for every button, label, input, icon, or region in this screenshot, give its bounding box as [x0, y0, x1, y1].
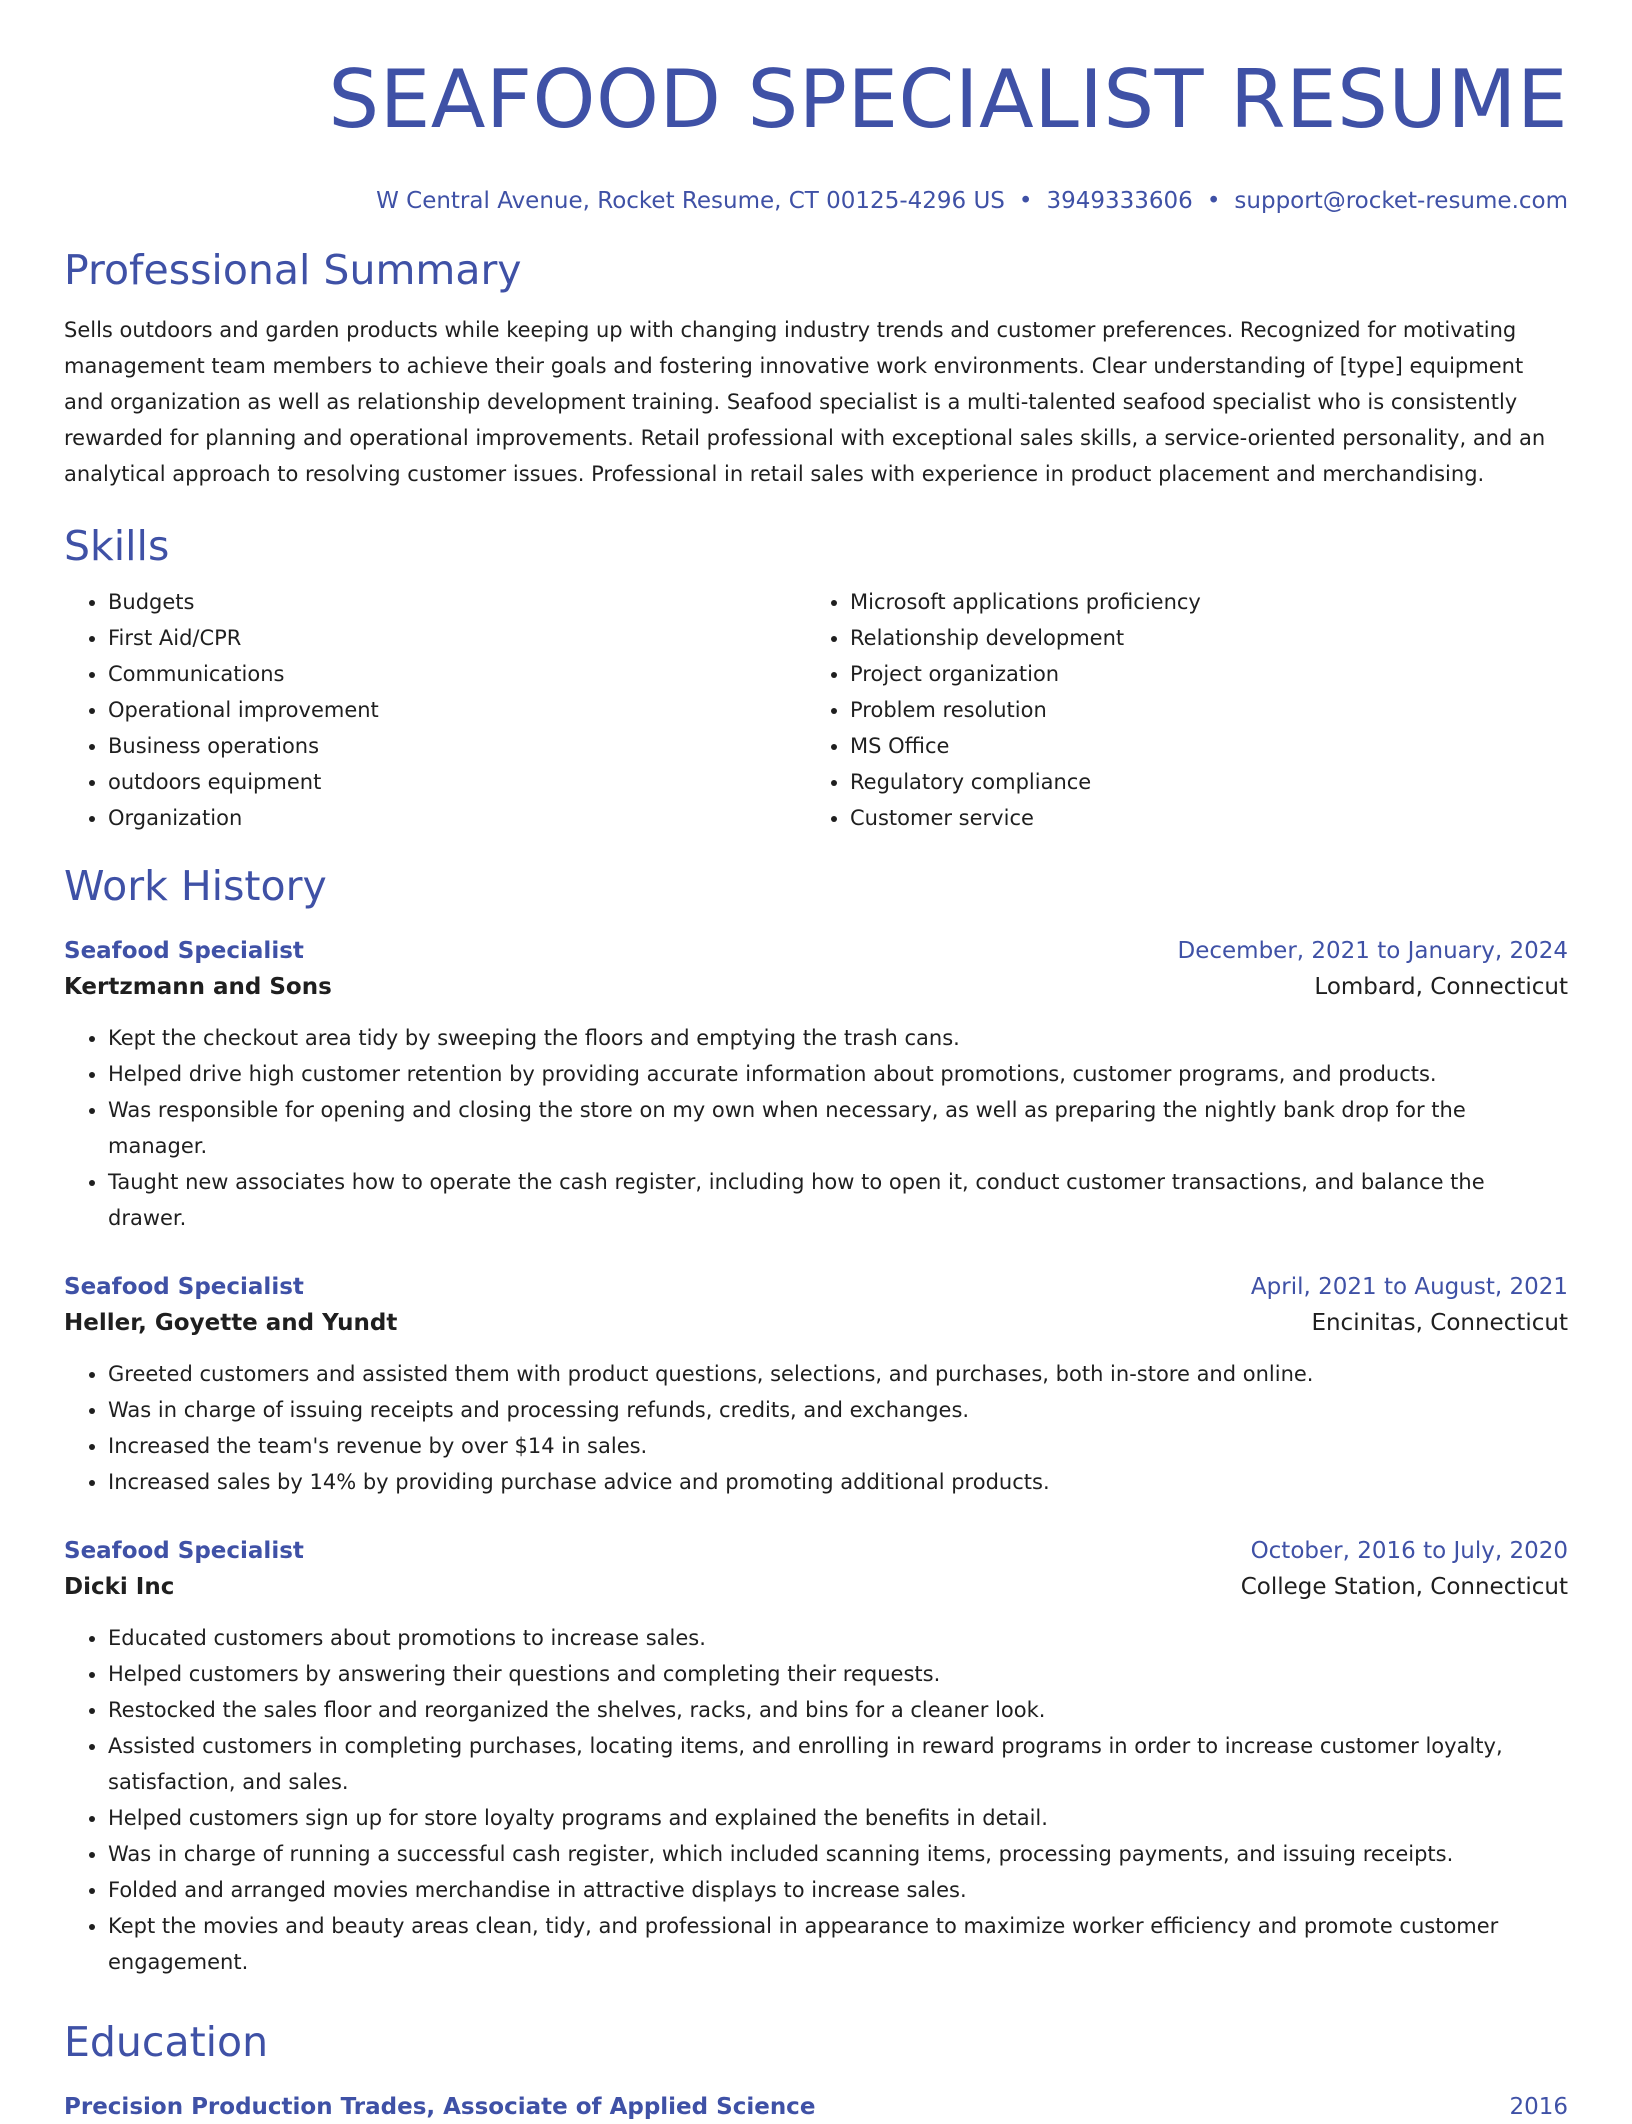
summary-heading: Professional Summary [64, 246, 522, 294]
skill-item: • Operational improvement [108, 692, 806, 728]
resume-header [64, 52, 1568, 216]
skill-item: • Organization [108, 800, 806, 836]
job-title-row [64, 934, 1568, 968]
contact-phone: 3949333606 [1046, 188, 1193, 214]
job-bullet: • Kept the checkout area tidy by sweeping the floors and emptying the trash cans. [108, 1020, 1568, 1056]
job-company-row [64, 1568, 1568, 1606]
job-bullet: • Was in charge of running a successful cash register, which included scanning items, processing payments, and issuing receipts. [108, 1836, 1568, 1872]
skill-item: • Relationship development [850, 620, 1548, 656]
job-dates: October, 2016 to July, 2020 [1250, 1538, 1568, 1564]
job-company: Heller, Goyette and Yundt [64, 1310, 398, 1336]
job-location: College Station, Connecticut [1240, 1574, 1568, 1600]
job-dates: December, 2021 to January, 2024 [1177, 938, 1568, 964]
job-bullet: • Educated customers about promotions to increase sales. [108, 1620, 1568, 1656]
job-bullet: • Folded and arranged movies merchandise in attractive displays to increase sales. [108, 1872, 1568, 1908]
job-location: Lombard, Connecticut [1314, 974, 1568, 1000]
job-bullet: • Helped customers sign up for store loyalty programs and explained the benefits in detail. [108, 1800, 1568, 1836]
job-company-row [64, 968, 1568, 1006]
skill-item: • Budgets [108, 584, 806, 620]
job-bullet: • Kept the movies and beauty areas clean, tidy, and professional in appearance to maximize worker efficiency and promote customer engagement. [108, 1908, 1568, 1980]
job-title-row [64, 1270, 1568, 1304]
job-bullet: • Greeted customers and assisted them with product questions, selections, and purchases, both in-store and online. [108, 1356, 1568, 1392]
education-entry [64, 2090, 1568, 2124]
skills-column-right [806, 584, 1548, 836]
skill-item: • Customer service [850, 800, 1548, 836]
skill-item: • Problem resolution [850, 692, 1548, 728]
job-title: Seafood Specialist [64, 938, 304, 964]
job-company: Kertzmann and Sons [64, 974, 332, 1000]
job-bullet: • Restocked the sales floor and reorganized the shelves, racks, and bins for a cleaner look. [108, 1692, 1568, 1728]
job-bullets [64, 1020, 1568, 1236]
education-heading: Education [64, 2018, 269, 2066]
contact-email: support@rocket-resume.com [1234, 188, 1568, 214]
job-bullet: • Helped customers by answering their questions and completing their requests. [108, 1656, 1568, 1692]
job-dates: April, 2021 to August, 2021 [1250, 1274, 1568, 1300]
job-bullet: • Helped drive high customer retention by providing accurate information about promotions, customer programs, and products. [108, 1056, 1568, 1092]
job-title-row [64, 1534, 1568, 1568]
job-bullet: • Increased sales by 14% by providing purchase advice and promoting additional products. [108, 1464, 1568, 1500]
job-bullet: • Was in charge of issuing receipts and processing refunds, credits, and exchanges. [108, 1392, 1568, 1428]
job-entry [64, 1534, 1568, 1980]
skills-heading: Skills [64, 522, 170, 570]
skill-item: • MS Office [850, 728, 1548, 764]
job-location: Encinitas, Connecticut [1311, 1310, 1568, 1336]
contact-separator: • [1018, 188, 1033, 214]
contact-line [64, 186, 1568, 216]
job-entry [64, 1270, 1568, 1500]
skill-item: • Business operations [108, 728, 806, 764]
job-company-row [64, 1304, 1568, 1342]
summary-text: Sells outdoors and garden products while keeping up with changing industry trends and customer preferences. Recognized for motivating management team members to achieve their goals and fostering innovative work environments. Clear understanding of [type] equipment and organization as well as relationship development training. Seafood specialist is a multi-talented seafood specialist who is consistently rewarded for planning and operational improvements. Retail professional with exceptional sales skills, a service-oriented personality, and an analytical approach to resolving customer issues. Professional in retail sales with experience in product placement and merchandising. [64, 318, 1546, 486]
job-bullet: • Assisted customers in completing purchases, locating items, and enrolling in reward programs in order to increase customer loyalty, satisfaction, and sales. [108, 1728, 1568, 1800]
job-bullets [64, 1620, 1568, 1980]
job-bullet: • Was responsible for opening and closing the store on my own when necessary, as well as preparing the nightly bank drop for the manager. [108, 1092, 1568, 1164]
skill-item: • First Aid/CPR [108, 620, 806, 656]
education-year: 2016 [1509, 2094, 1568, 2120]
skills-list [64, 584, 1568, 836]
work-history-heading: Work History [64, 862, 327, 910]
skill-item: • Microsoft applications proficiency [850, 584, 1548, 620]
skills-column-left [64, 584, 806, 836]
skill-item: • Project organization [850, 656, 1548, 692]
job-bullets [64, 1356, 1568, 1500]
contact-separator: • [1206, 188, 1221, 214]
skill-item: • Communications [108, 656, 806, 692]
resume-title: SEAFOOD SPECIALIST RESUME [328, 53, 1568, 146]
job-company: Dicki Inc [64, 1574, 175, 1600]
skill-item: • outdoors equipment [108, 764, 806, 800]
job-bullet: • Increased the team's revenue by over $14 in sales. [108, 1428, 1568, 1464]
skill-item: • Regulatory compliance [850, 764, 1548, 800]
job-bullet: • Taught new associates how to operate the cash register, including how to open it, conduct customer transactions, and balance the drawer. [108, 1164, 1568, 1236]
job-title: Seafood Specialist [64, 1538, 304, 1564]
contact-address: W Central Avenue, Rocket Resume, CT 00125-4296 US [376, 188, 1005, 214]
job-title: Seafood Specialist [64, 1274, 304, 1300]
job-entry [64, 934, 1568, 1236]
education-degree: Precision Production Trades, Associate of Applied Science [64, 2094, 816, 2120]
